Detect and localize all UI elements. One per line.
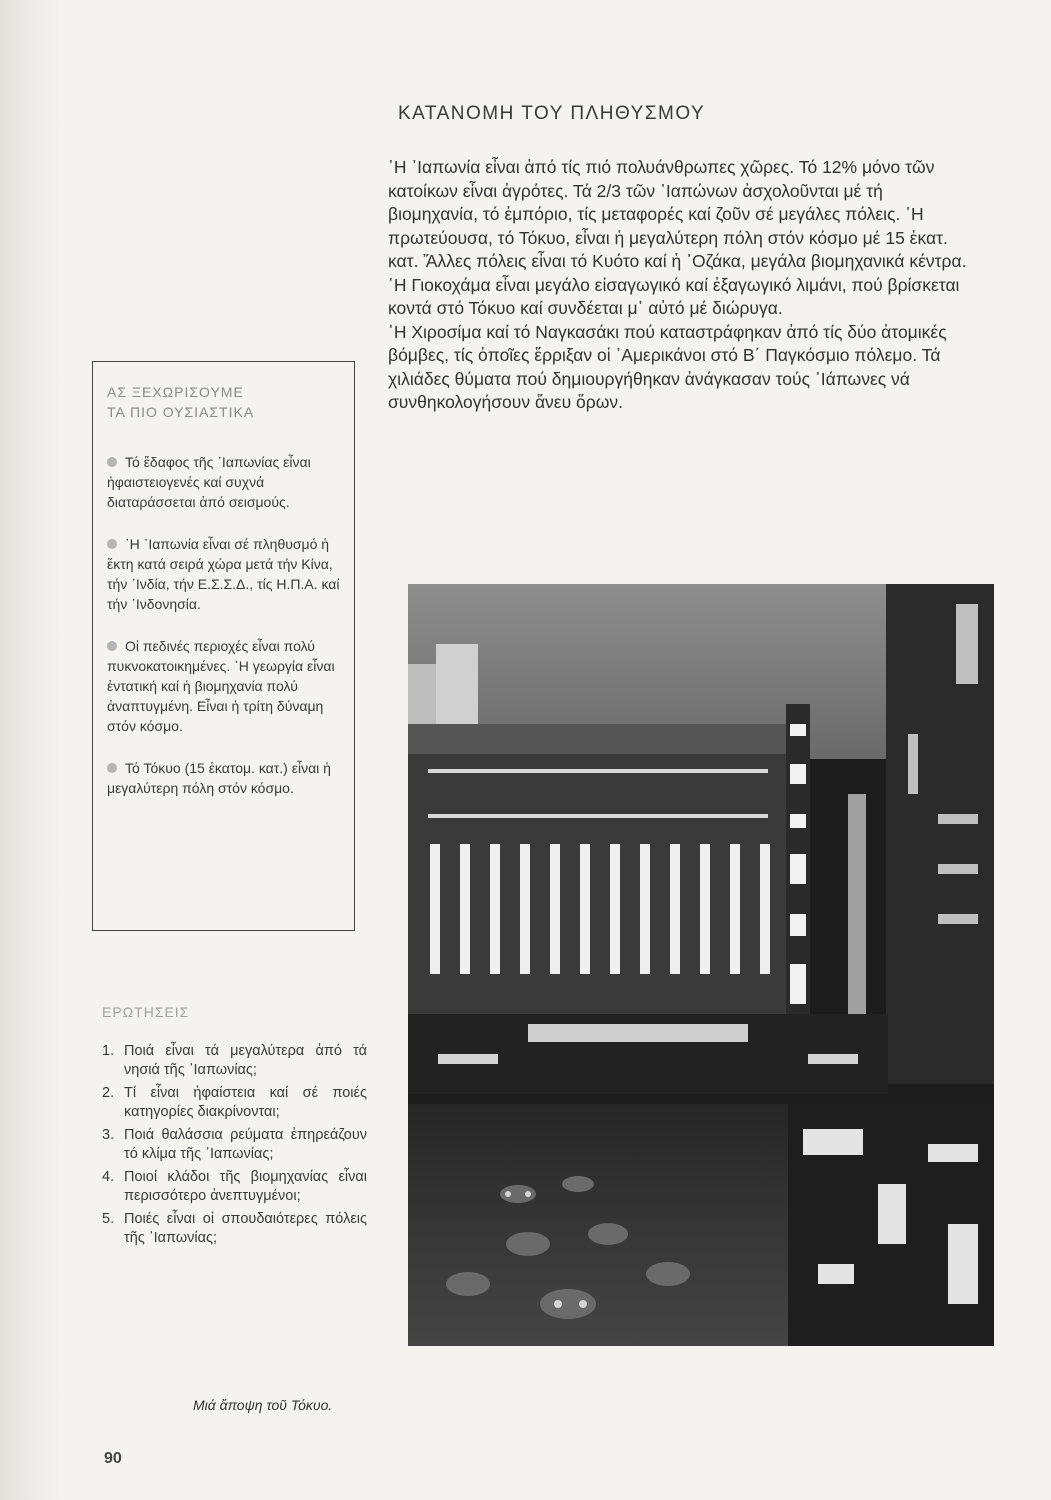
tokyo-street-photo	[408, 584, 994, 1346]
photo-caption: Μιά ἄποψη τοῦ Τόκυο.	[193, 1397, 333, 1413]
main-paragraph-1: ῾Η ᾿Ιαπωνία εἶναι ἀπό τίς πιό πολυάνθρωπες χῶρες. Τό 12% μόνο τῶν κατοίκων εἶναι ἀγρότες. Τά 2/3 τῶν ᾿Ιαπώνων ἀσχολοῦνται μέ τή βιομηχανία, τό ἐμπόριο, τίς μεταφορές καί ζοῦν σέ μεγάλες πόλεις. ῾Η πρωτεύουσα, τό Τόκυο, εἶναι ἡ μεγαλύτερη πόλη στόν κόσμο μέ 15 ἑκατ. κατ. Ἄλλες πόλεις εἶναι τό Κυότο καί ἡ ᾿Οζάκα, μεγάλα βιομηχανικά κέντρα. ῾Η Γιοκοχάμα εἶναι μεγάλο εἰσαγωγικό καί ἐξαγωγικό λιμάνι, πού βρίσκεται κοντά στό Τόκυο καί συνδέεται μ᾿ αὐτό μέ διώρυγα.	[388, 157, 967, 318]
question-item	[102, 1126, 367, 1164]
key-point-text: Τό Τόκυο (15 ἑκατομ. κατ.) εἶναι ἡ μεγαλύτερη πόλη στόν κόσμο.	[107, 760, 331, 796]
key-point-item	[107, 534, 340, 614]
question-number: 5.	[102, 1211, 115, 1227]
key-points-box	[92, 361, 355, 931]
question-text: Ποιά θαλάσσια ρεύματα ἐπηρεάζουν τό κλίμα τῆς ᾿Ιαπωνίας;	[124, 1127, 367, 1162]
bullet-icon	[107, 539, 117, 549]
questions-title: ΕΡΩΤΗΣΕΙΣ	[102, 1004, 190, 1020]
questions-list	[102, 1042, 367, 1252]
main-paragraph-2: ῾Η Χιροσίμα καί τό Ναγκασάκι πού καταστράφηκαν ἀπό τίς δύο ἀτομικές βόμβες, τίς ὁποῖες ἔρριξαν οἱ ᾿Αμερικάνοι στό Β΄ Παγκόσμιο πόλεμο. Τά χιλιάδες θύματα πού δημιουργήθηκαν ἀνάγκασαν τούς ᾿Ιάπωνες νά συνθηκολογήσουν ἄνευ ὅρων.	[388, 321, 947, 412]
key-point-text: Οἱ πεδινές περιοχές εἶναι πολύ πυκνοκατοικημένες. ῾Η γεωργία εἶναι ἐντατική καί ἡ βιομηχανία πολύ ἀναπτυγμένη. Εἶναι ἡ τρίτη δύναμη στόν κόσμο.	[107, 638, 335, 734]
bullet-icon	[107, 641, 117, 651]
page-edge-shadow	[0, 0, 60, 1500]
question-text: Τί εἶναι ἡφαίστεια καί σέ ποιές κατηγορίες διακρίνονται;	[124, 1085, 367, 1120]
page-number: 90	[104, 1450, 122, 1467]
key-point-item	[107, 636, 340, 736]
question-text: Ποιοί κλάδοι τῆς βιομηχανίας εἶναι περισσότερο ἀνεπτυγμένοι;	[124, 1169, 367, 1204]
question-item	[102, 1084, 367, 1122]
question-text: Ποιά εἶναι τά μεγαλύτερα ἀπό τά νησιά τῆς ᾿Ιαπωνίας;	[124, 1043, 367, 1078]
question-text: Ποιές εἶναι οἱ σπουδαιότερες πόλεις τῆς ᾿Ιαπωνίας;	[124, 1211, 367, 1246]
tokyo-photo-illustration	[408, 584, 994, 1346]
section-heading: ΚΑΤΑΝΟΜΗ ΤΟΥ ΠΛΗΘΥΣΜΟΥ	[398, 103, 706, 124]
key-point-text: Τό ἔδαφος τῆς ᾿Ιαπωνίας εἶναι ἡφαιστειογενές καί συχνά διαταράσσεται ἀπό σεισμούς.	[107, 454, 311, 510]
key-points-title-line-2: ΤΑ ΠΙΟ ΟΥΣΙΑΣΤΙΚΑ	[107, 404, 255, 420]
question-number: 4.	[102, 1169, 115, 1185]
question-item	[102, 1042, 367, 1080]
key-points-title-line-1: ΑΣ ΞΕΧΩΡΙΣΟΥΜΕ	[107, 384, 244, 400]
question-item	[102, 1210, 367, 1248]
key-points-title	[107, 382, 340, 422]
question-number: 1.	[102, 1043, 115, 1059]
bullet-icon	[107, 457, 117, 467]
question-number: 3.	[102, 1127, 115, 1143]
question-number: 2.	[102, 1085, 115, 1101]
key-point-text: ῾Η ᾿Ιαπωνία εἶναι σέ πληθυσμό ἡ ἕκτη κατά σειρά χώρα μετά τήν Κίνα, τήν ᾿Ινδία, τήν Ε.Σ.Σ.Δ., τίς Η.Π.Α. καί τήν ᾿Ινδονησία.	[107, 536, 340, 612]
main-text	[388, 156, 976, 415]
key-point-item	[107, 758, 340, 798]
question-item	[102, 1168, 367, 1206]
key-point-item	[107, 452, 340, 512]
bullet-icon	[107, 763, 117, 773]
